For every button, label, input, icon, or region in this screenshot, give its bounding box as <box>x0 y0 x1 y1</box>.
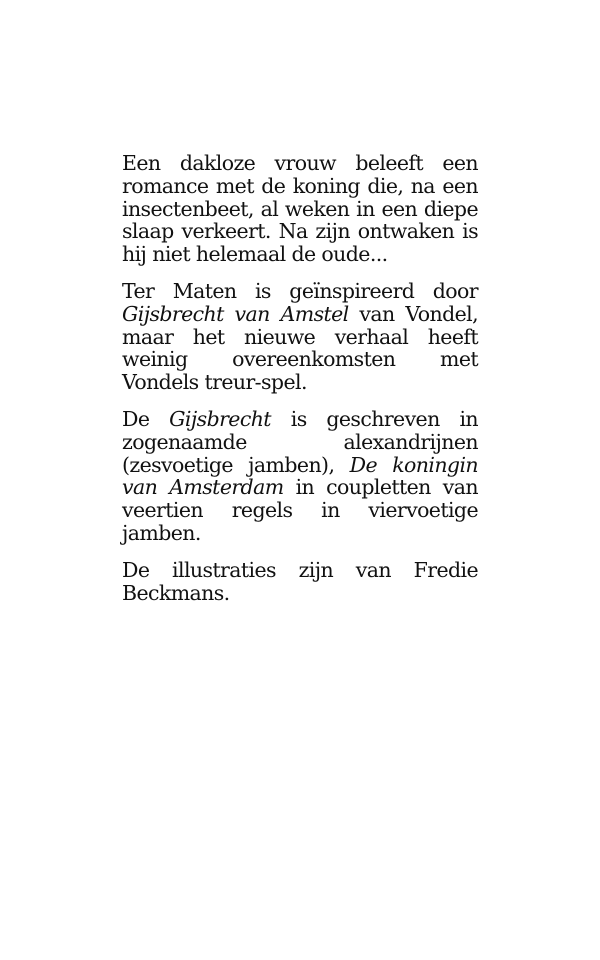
illustrations-text: De illustraties zijn van Fredie Beckmans. <box>122 557 478 605</box>
title-gijsbrecht: Gijsbrecht <box>169 406 271 431</box>
meter-text-end: in coupletten van veertien regels in viervoetige jamben. <box>122 475 478 545</box>
paragraph-illustrations <box>122 559 478 605</box>
meter-text-start: De <box>122 406 150 431</box>
paragraph-meter <box>122 408 478 545</box>
back-cover-text <box>122 152 478 618</box>
title-gijsbrecht-van-amstel: Gijsbrecht van Amstel <box>122 301 349 326</box>
title-koningin-van-amsterdam: De koningin van Amsterdam <box>122 452 479 500</box>
inspiration-text-start: Ter Maten is geïnspireerd door <box>122 278 478 303</box>
paragraph-synopsis <box>122 152 478 266</box>
synopsis-text: Een dakloze vrouw beleeft een romance met de koning die, na een insectenbeet, al weken in een diepe slaap verkeert. Na zijn ontwaken is hij niet helemaal de oude... <box>122 151 478 267</box>
inspiration-text-end: van Vondel, maar het nieuwe verhaal heeft weinig overeenkomsten met Vondels treur-spel. <box>122 301 478 395</box>
meter-text-middle: is geschreven in zogenaamde alexandrijnen (zesvoetige jamben), <box>122 406 479 477</box>
paragraph-inspiration <box>122 280 478 394</box>
